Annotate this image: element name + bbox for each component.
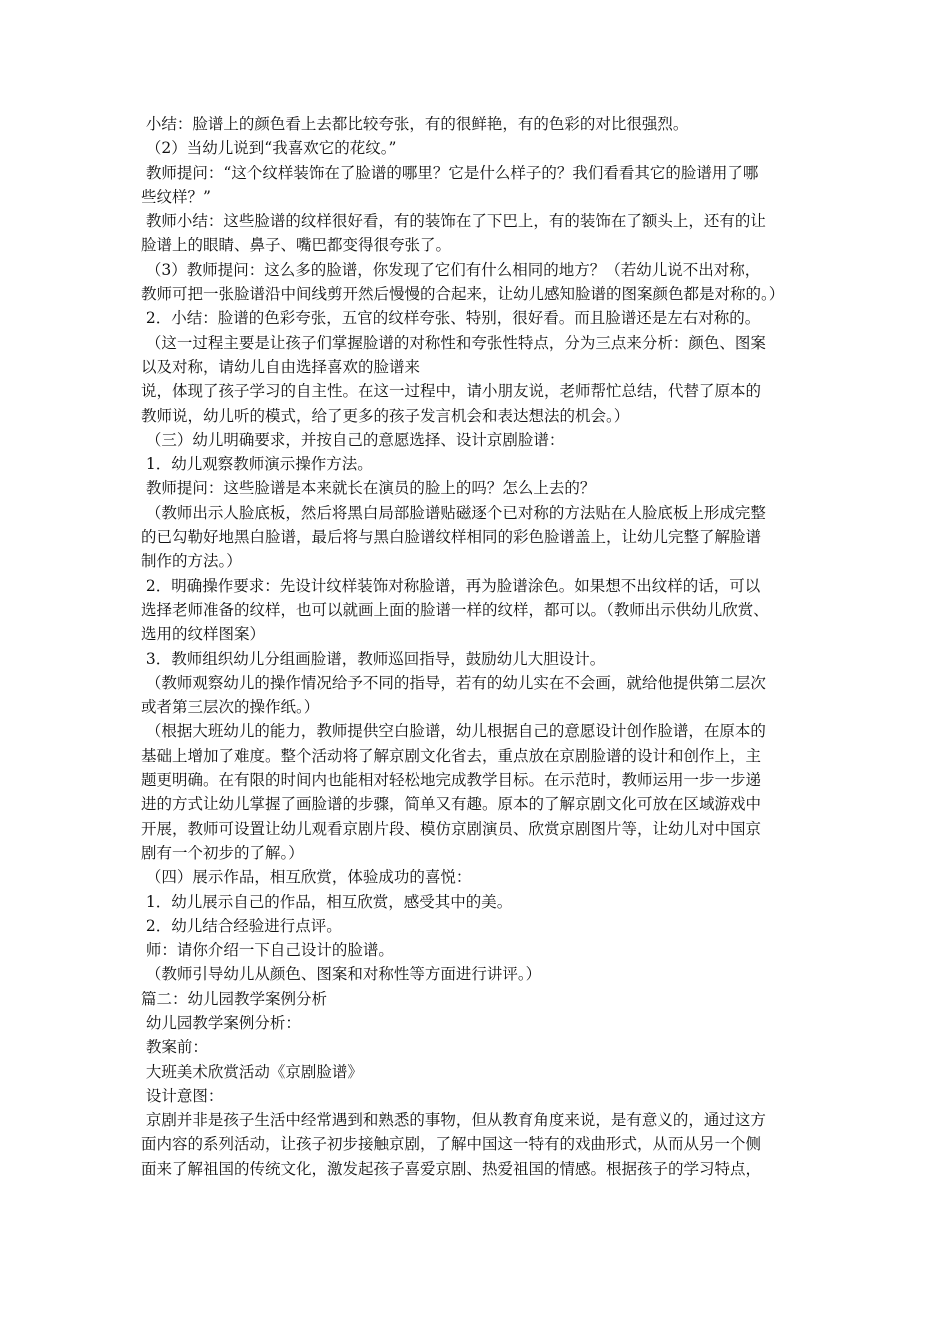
text-line: 选用的纹样图案） xyxy=(141,625,266,644)
text-line: 教师小结：这些脸谱的纹样很好看，有的装饰在了下巴上，有的装饰在了额头上，还有的让 xyxy=(141,212,766,231)
text-line: （教师引导幼儿从颜色、图案和对称性等方面进行讲评。） xyxy=(141,965,542,984)
text-line: 教师提问：这些脸谱是本来就长在演员的脸上的吗？怎么上去的？ xyxy=(141,479,596,498)
text-line: 面内容的系列活动，让孩子初步接触京剧，了解中国这一特有的戏曲形式，从而从另一个侧 xyxy=(141,1135,762,1154)
text-line: 或者第三层次的操作纸。） xyxy=(141,698,320,717)
text-line: （教师观察幼儿的操作情况给予不同的指导，若有的幼儿实在不会画，就给他提供第二层次 xyxy=(141,673,766,692)
text-line: 2．明确操作要求：先设计纹样装饰对称脸谱，再为脸谱涂色。如果想不出纹样的话，可以 xyxy=(141,576,761,595)
text-line: （这一过程主要是让孩子们掌握脸谱的对称性和夸张性特点，分为三点来分析：颜色、图案 xyxy=(141,333,766,352)
text-line: 以及对称，请幼儿自由选择喜欢的脸谱来 xyxy=(141,357,421,376)
text-line: 教师提问：“这个纹样装饰在了脸谱的哪里？它是什么样子的？我们看看其它的脸谱用了哪 xyxy=(141,163,759,182)
text-line: 的已勾勒好地黑白脸谱，最后将与黑白脸谱纹样相同的彩色脸谱盖上，让幼儿完整了解脸谱 xyxy=(141,528,762,547)
text-line: （教师出示人脸底板，然后将黑白局部脸谱贴磁逐个已对称的方法贴在人脸底板上形成完整 xyxy=(141,503,766,522)
text-line: 京剧并非是孩子生活中经常遇到和熟悉的事物，但从教育角度来说，是有意义的，通过这方 xyxy=(141,1111,766,1130)
text-line: （三）幼儿明确要求，并按自己的意愿选择、设计京剧脸谱： xyxy=(141,430,565,449)
text-line: （3）教师提问：这么多的脸谱，你发现了它们有什么相同的地方？（若幼儿说不出对称， xyxy=(141,260,761,279)
text-line: 设计意图： xyxy=(141,1086,224,1105)
text-line: 教师可把一张脸谱沿中间线剪开然后慢慢的合起来，让幼儿感知脸谱的图案颜色都是对称的。） xyxy=(141,285,785,304)
text-line: 幼儿园教学案例分析： xyxy=(141,1013,301,1032)
text-line: 些纹样？” xyxy=(141,187,211,206)
text-line: （根据大班幼儿的能力，教师提供空白脸谱，幼儿根据自己的意愿设计创作脸谱，在原本的 xyxy=(141,722,766,741)
text-line: 3．教师组织幼儿分组画脸谱，教师巡回指导，鼓励幼儿大胆设计。 xyxy=(141,649,606,668)
text-line: 教案前： xyxy=(141,1038,208,1057)
section-heading: 篇二：幼儿园教学案例分析 xyxy=(141,989,328,1008)
text-line: 进的方式让幼儿掌握了画脸谱的步骤，简单又有趣。原本的了解京剧文化可放在区域游戏中 xyxy=(141,795,762,814)
text-line: 脸谱上的眼睛、鼻子、嘴巴都变得很夸张了。 xyxy=(141,236,452,255)
text-line: 2．小结：脸谱的色彩夸张，五官的纹样夸张、特别，很好看。而且脸谱还是左右对称的。 xyxy=(141,309,761,328)
text-line: 大班美术欣赏活动《京剧脸谱》 xyxy=(141,1062,363,1081)
text-line: 开展，教师可设置让幼儿观看京剧片段、模仿京剧演员、欣赏京剧图片等，让幼儿对中国京 xyxy=(141,819,762,838)
text-line: 剧有一个初步的了解。） xyxy=(141,843,304,862)
text-line: 制作的方法。） xyxy=(141,552,242,571)
text-line: 题更明确。在有限的时间内也能相对轻松地完成教学目标。在示范时，教师运用一步一步递 xyxy=(141,771,762,790)
text-line: 2．幼儿结合经验进行点评。 xyxy=(141,916,342,935)
text-line: 1．幼儿观察教师演示操作方法。 xyxy=(141,455,373,474)
text-line: 师：请你介绍一下自己设计的脸谱。 xyxy=(141,941,394,960)
document-body xyxy=(141,112,819,1181)
text-line: （2）当幼儿说到“我喜欢它的花纹。” xyxy=(141,139,397,158)
text-line: 选择老师准备的纹样，也可以就画上面的脸谱一样的纹样，都可以。（教师出示供幼儿欣赏、 xyxy=(141,600,769,619)
text-line: 说，体现了孩子学习的自主性。在这一过程中，请小朋友说，老师帮忙总结，代替了原本的 xyxy=(141,382,762,401)
text-line: 面来了解祖国的传统文化，激发起孩子喜爱京剧、热爱祖国的情感。根据孩子的学习特点， xyxy=(141,1159,762,1178)
text-line: 1．幼儿展示自己的作品，相互欣赏，感受其中的美。 xyxy=(141,892,513,911)
text-line: 基础上增加了难度。整个活动将了解京剧文化省去，重点放在京剧脸谱的设计和创作上，主 xyxy=(141,746,762,765)
text-line: 教师说，幼儿听的模式，给了更多的孩子发言机会和表达想法的机会。） xyxy=(141,406,630,425)
text-line: 小结：脸谱上的颜色看上去都比较夸张，有的很鲜艳，有的色彩的对比很强烈。 xyxy=(141,115,689,133)
text-line: （四）展示作品，相互欣赏，体验成功的喜悦： xyxy=(141,868,472,887)
